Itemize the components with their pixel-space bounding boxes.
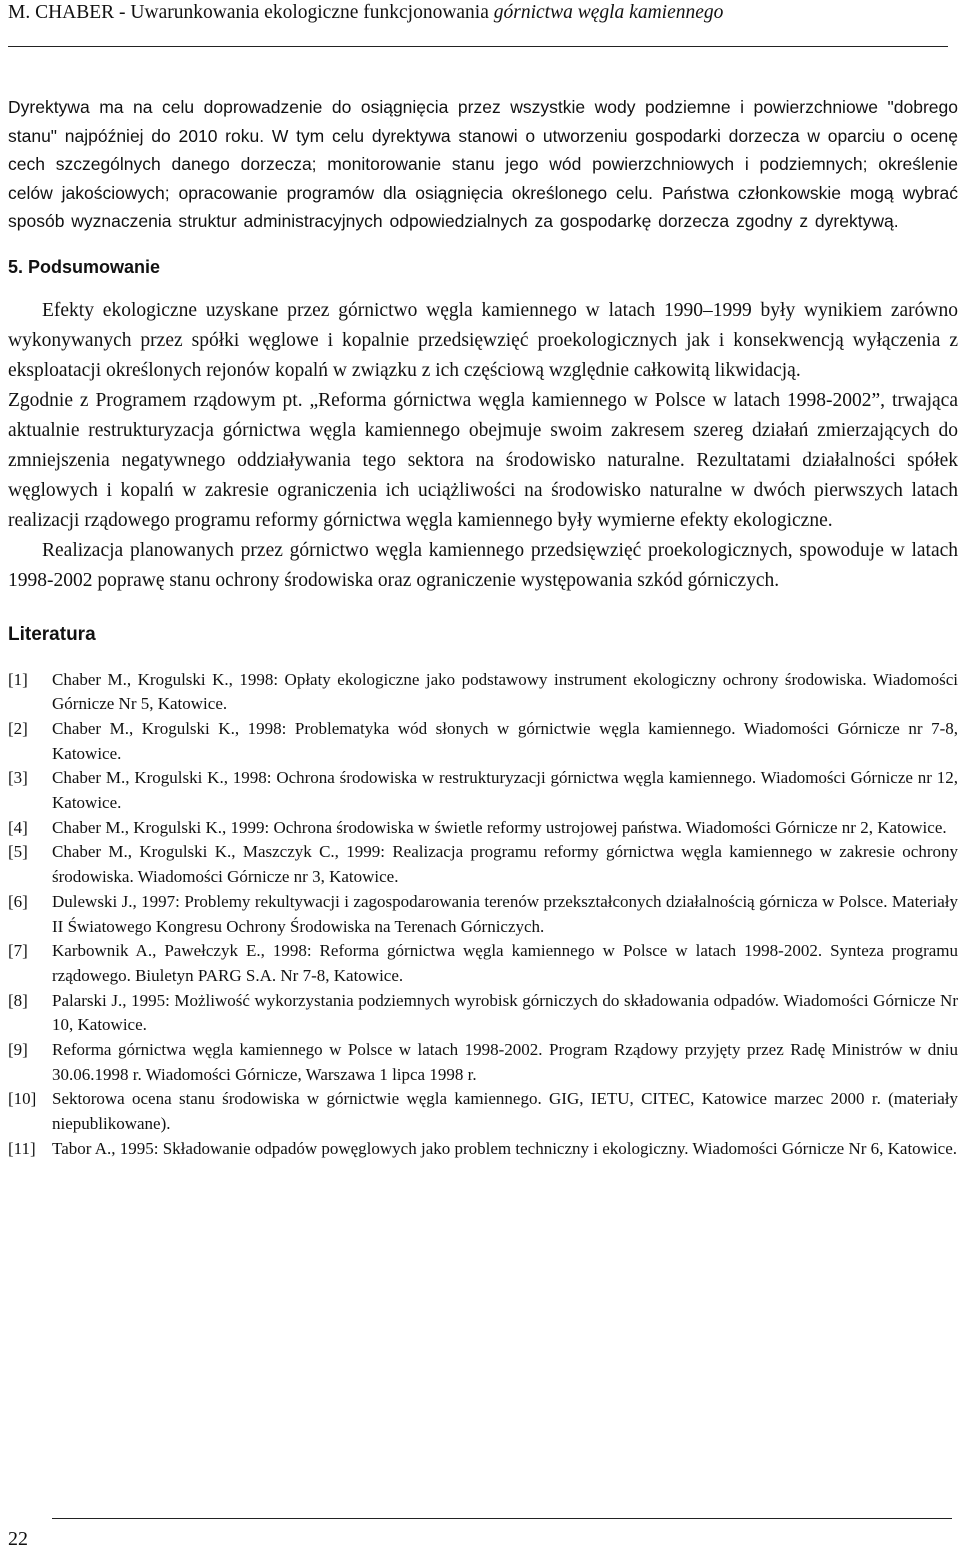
literature-title: Literatura <box>8 623 96 645</box>
reference-text: Palarski J., 1995: Możliwość wykorzystania podziemnych wyrobisk górniczych do składowania odpadów. Wiadomości Górnicze Nr 10, Katowice. <box>52 990 958 1035</box>
reference-number: [3] <box>8 768 28 788</box>
reference-item <box>8 1137 958 1162</box>
reference-text: Sektorowa ocena stanu środowiska w górnictwie węgla kamiennego. GIG, IETU, CITEC, Katowice marzec 2000 r. (materiały niepublikowane). <box>52 1089 958 1134</box>
reference-number: [5] <box>8 842 28 862</box>
reference-item <box>8 668 958 717</box>
reference-number: [7] <box>8 941 28 961</box>
reference-item <box>8 816 958 841</box>
reference-text: Dulewski J., 1997: Problemy rekultywacji i zagospodarowania terenów przekształconych działalnością górnicza w Polsce. Materiały II Światowego Kongresu Ochrony Środowiska na Terenach Górniczych. <box>52 891 958 936</box>
page-number: 22 <box>8 1528 28 1550</box>
reference-text: Chaber M., Krogulski K., 1998: Problematyka wód słonych w górnictwie węgla kamiennego. Wiadomości Górnicze nr 7-8, Katowice. <box>52 718 958 763</box>
reference-number: [10] <box>8 1089 37 1109</box>
reference-text: Chaber M., Krogulski K., 1998: Opłaty ekologiczne jako podstawowy instrument ekologiczny ochrony środowiska. Wiadomości Górnicze Nr 5, Katowice. <box>52 669 958 714</box>
reference-text: Karbownik A., Pawełczyk E., 1998: Reforma górnictwa węgla kamiennego w Polsce w latach 1998-2002. Synteza programu rządowego. Biuletyn PARG S.A. Nr 7-8, Katowice. <box>52 941 958 985</box>
header-rule <box>8 46 948 47</box>
reference-text: Chaber M., Krogulski K., Maszczyk C., 1999: Realizacja programu reformy górnictwa węgla kamiennego w zakresie ochrony środowiska. Wiadomości Górnicze nr 3, Katowice. <box>52 842 958 887</box>
reference-number: [2] <box>8 718 28 738</box>
reference-text: Reforma górnictwa węgla kamiennego w Polsce w latach 1998-2002. Program Rządowy przyjęty przez Radę Ministrów w dniu 30.06.1998 r. Wiadomości Górnicze, Warszawa 1 lipca 1998 r. <box>52 1040 958 1084</box>
reference-item <box>8 939 958 988</box>
reference-item <box>8 717 958 766</box>
reference-number: [9] <box>8 1040 28 1060</box>
page-body <box>8 93 958 1162</box>
header-italic-text: górnictwa węgla kamiennego <box>493 2 724 23</box>
paragraph-summary-3: Realizacja planowanych przez górnictwo węgla kamiennego przedsięwzięć proekologicznych, spowoduje w latach 1998-2002 poprawę stanu ochrony środowiska oraz ograniczenie występowania szkód górniczych. <box>8 539 958 591</box>
reference-item <box>8 840 958 889</box>
reference-number: [4] <box>8 817 28 837</box>
section-title: 5. Podsumowanie <box>8 256 161 277</box>
reference-item <box>8 1038 958 1087</box>
reference-item <box>8 766 958 815</box>
reference-number: [11] <box>8 1138 36 1158</box>
paragraph-summary-2: Zgodnie z Programem rządowym pt. „Reforma górnictwa węgla kamiennego w Polsce w latach 1998-2002”, trwająca aktualnie restrukturyzacja górnictwa węgla kamiennego obejmuje swoim zakresem szereg działań zmierzających do zmniejszenia negatywnego oddziaływania tego sektora na środowisko naturalne. Rezultatami działalności spółek węglowych i kopalń w zakresie ograniczenia ich uciążliwości na środowisko naturalne w dwóch pierwszych latach realizacji rządowego programu reformy górnictwa węgla kamiennego były wymierne efekty ekologiczne. <box>8 389 958 531</box>
reference-text: Chaber M., Krogulski K., 1999: Ochrona środowiska w świetle reformy ustrojowej państwa. Wiadomości Górnicze nr 2, Katowice. <box>52 817 947 837</box>
running-header <box>8 2 723 24</box>
reference-list <box>8 668 958 1162</box>
header-text: M. CHABER - Uwarunkowania ekologiczne funkcjonowania <box>8 2 494 23</box>
paragraph-directive: Dyrektywa ma na celu doprowadzenie do osiągnięcia przez wszystkie wody podziemne i powierzchniowe "dobrego stanu" najpóźniej do 2010 roku. W tym celu dyrektywa stanowi o utworzeniu gospodarki dorzecza w oparciu o ocenę cech szczególnych danego dorzecza; monitorowanie stanu jego wód powierzchniowych i podziemnych; określenie celów jakościowych; opracowanie programów dla osiągnięcia określonego celu. Państwa członkowskie mogą wybrać sposób wyznaczenia struktur administracyjnych odpowiedzialnych za gospodarkę dorzecza zgodny z dyrektywą. <box>8 97 958 231</box>
reference-number: [8] <box>8 990 28 1010</box>
footer-rule <box>52 1518 952 1519</box>
reference-text: Chaber M., Krogulski K., 1998: Ochrona środowiska w restrukturyzacji górnictwa węgla kamiennego. Wiadomości Górnicze nr 12, Katowice. <box>52 768 958 813</box>
reference-text: Tabor A., 1995: Składowanie odpadów powęglowych jako problem techniczny i ekologiczny. Wiadomości Górnicze Nr 6, Katowice. <box>52 1138 958 1158</box>
reference-number: [6] <box>8 891 28 911</box>
paragraph-summary-1: Efekty ekologiczne uzyskane przez górnictwo węgla kamiennego w latach 1990–1999 były wynikiem zarówno wykonywanych przez spółki węglowe i kopalnie przedsięwzięć proekologicznych jak i konsekwencją wyłączenia z eksploatacji określonych rejonów kopalń w związku z ich częściową względnie całkowitą likwidacją. <box>8 299 958 381</box>
reference-item <box>8 1087 958 1136</box>
reference-item <box>8 890 958 939</box>
reference-number: [1] <box>8 669 28 689</box>
reference-item <box>8 989 958 1038</box>
